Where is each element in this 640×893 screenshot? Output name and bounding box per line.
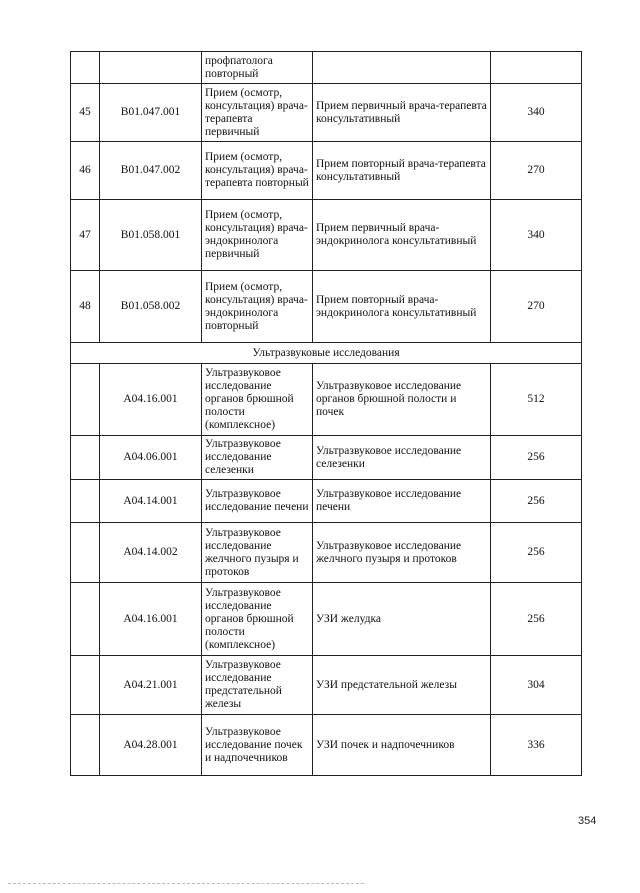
- service-price: 340: [491, 200, 582, 271]
- service-price: 304: [491, 656, 582, 715]
- service-name: Прием (осмотр, консультация) врача-эндокринолога повторный: [202, 271, 313, 343]
- service-name: профпатолога повторный: [202, 52, 313, 84]
- table-row: [71, 364, 582, 436]
- row-number: [71, 715, 100, 776]
- service-code: B01.058.002: [100, 271, 202, 343]
- service-code: B01.047.002: [100, 142, 202, 200]
- service-price: 256: [491, 523, 582, 583]
- table-row: [71, 583, 582, 656]
- row-number: [71, 583, 100, 656]
- service-description: [313, 52, 491, 84]
- service-price: 340: [491, 84, 582, 142]
- service-name: Ультразвуковое исследование предстательной железы: [202, 656, 313, 715]
- service-description: Ультразвуковое исследование селезенки: [313, 436, 491, 480]
- service-price: [491, 52, 582, 84]
- row-number: [71, 52, 100, 84]
- service-name: Ультразвуковое исследование желчного пузыря и протоков: [202, 523, 313, 583]
- table-row: [71, 84, 582, 142]
- service-price: 256: [491, 583, 582, 656]
- table-row: [71, 142, 582, 200]
- service-description: Ультразвуковое исследование желчного пузыря и протоков: [313, 523, 491, 583]
- section-row: [71, 343, 582, 364]
- service-code: B01.047.001: [100, 84, 202, 142]
- service-price: 270: [491, 142, 582, 200]
- scan-edge-line: [8, 883, 364, 884]
- table-row: [71, 523, 582, 583]
- service-price: 336: [491, 715, 582, 776]
- service-description: Прием повторный врача-терапевта консультативный: [313, 142, 491, 200]
- service-code: A04.06.001: [100, 436, 202, 480]
- service-name: Ультразвуковое исследование почек и надпочечников: [202, 715, 313, 776]
- service-name: Ультразвуковое исследование печени: [202, 480, 313, 523]
- service-description: УЗИ желудка: [313, 583, 491, 656]
- row-number: 46: [71, 142, 100, 200]
- table-row: [71, 656, 582, 715]
- service-name: Ультразвуковое исследование органов брюшной полости (комплексное): [202, 364, 313, 436]
- table-row: [71, 52, 582, 84]
- service-description: УЗИ почек и надпочечников: [313, 715, 491, 776]
- row-number: [71, 480, 100, 523]
- service-description: Прием первичный врача-терапевта консультативный: [313, 84, 491, 142]
- table-row: [71, 200, 582, 271]
- service-code: A04.14.001: [100, 480, 202, 523]
- service-description: Прием первичный врача-эндокринолога консультативный: [313, 200, 491, 271]
- service-code: [100, 52, 202, 84]
- page-number: 354: [578, 815, 597, 827]
- service-description: Ультразвуковое исследование печени: [313, 480, 491, 523]
- service-description: Ультразвуковое исследование органов брюшной полости и почек: [313, 364, 491, 436]
- row-number: 47: [71, 200, 100, 271]
- table-row: [71, 715, 582, 776]
- service-name: Прием (осмотр, консультация) врача-терапевта повторный: [202, 142, 313, 200]
- row-number: [71, 436, 100, 480]
- table-row: [71, 480, 582, 523]
- service-price: 512: [491, 364, 582, 436]
- service-price: 270: [491, 271, 582, 343]
- service-name: Ультразвуковое исследование селезенки: [202, 436, 313, 480]
- row-number: [71, 364, 100, 436]
- table-row: [71, 271, 582, 343]
- row-number: 48: [71, 271, 100, 343]
- service-price: 256: [491, 480, 582, 523]
- row-number: [71, 523, 100, 583]
- row-number: 45: [71, 84, 100, 142]
- service-description: Прием повторный врача-эндокринолога консультативный: [313, 271, 491, 343]
- service-code: B01.058.001: [100, 200, 202, 271]
- section-title: Ультразвуковые исследования: [71, 343, 582, 364]
- service-name: Прием (осмотр, консультация) врача-эндокринолога первичный: [202, 200, 313, 271]
- service-name: Ультразвуковое исследование органов брюшной полости (комплексное): [202, 583, 313, 656]
- table-row: [71, 436, 582, 480]
- service-name: Прием (осмотр, консультация) врача-терапевта первичный: [202, 84, 313, 142]
- service-code: A04.16.001: [100, 364, 202, 436]
- service-code: A04.21.001: [100, 656, 202, 715]
- row-number: [71, 656, 100, 715]
- service-code: A04.16.001: [100, 583, 202, 656]
- service-code: A04.28.001: [100, 715, 202, 776]
- service-description: УЗИ предстательной железы: [313, 656, 491, 715]
- service-price: 256: [491, 436, 582, 480]
- price-table: [70, 51, 582, 776]
- service-code: A04.14.002: [100, 523, 202, 583]
